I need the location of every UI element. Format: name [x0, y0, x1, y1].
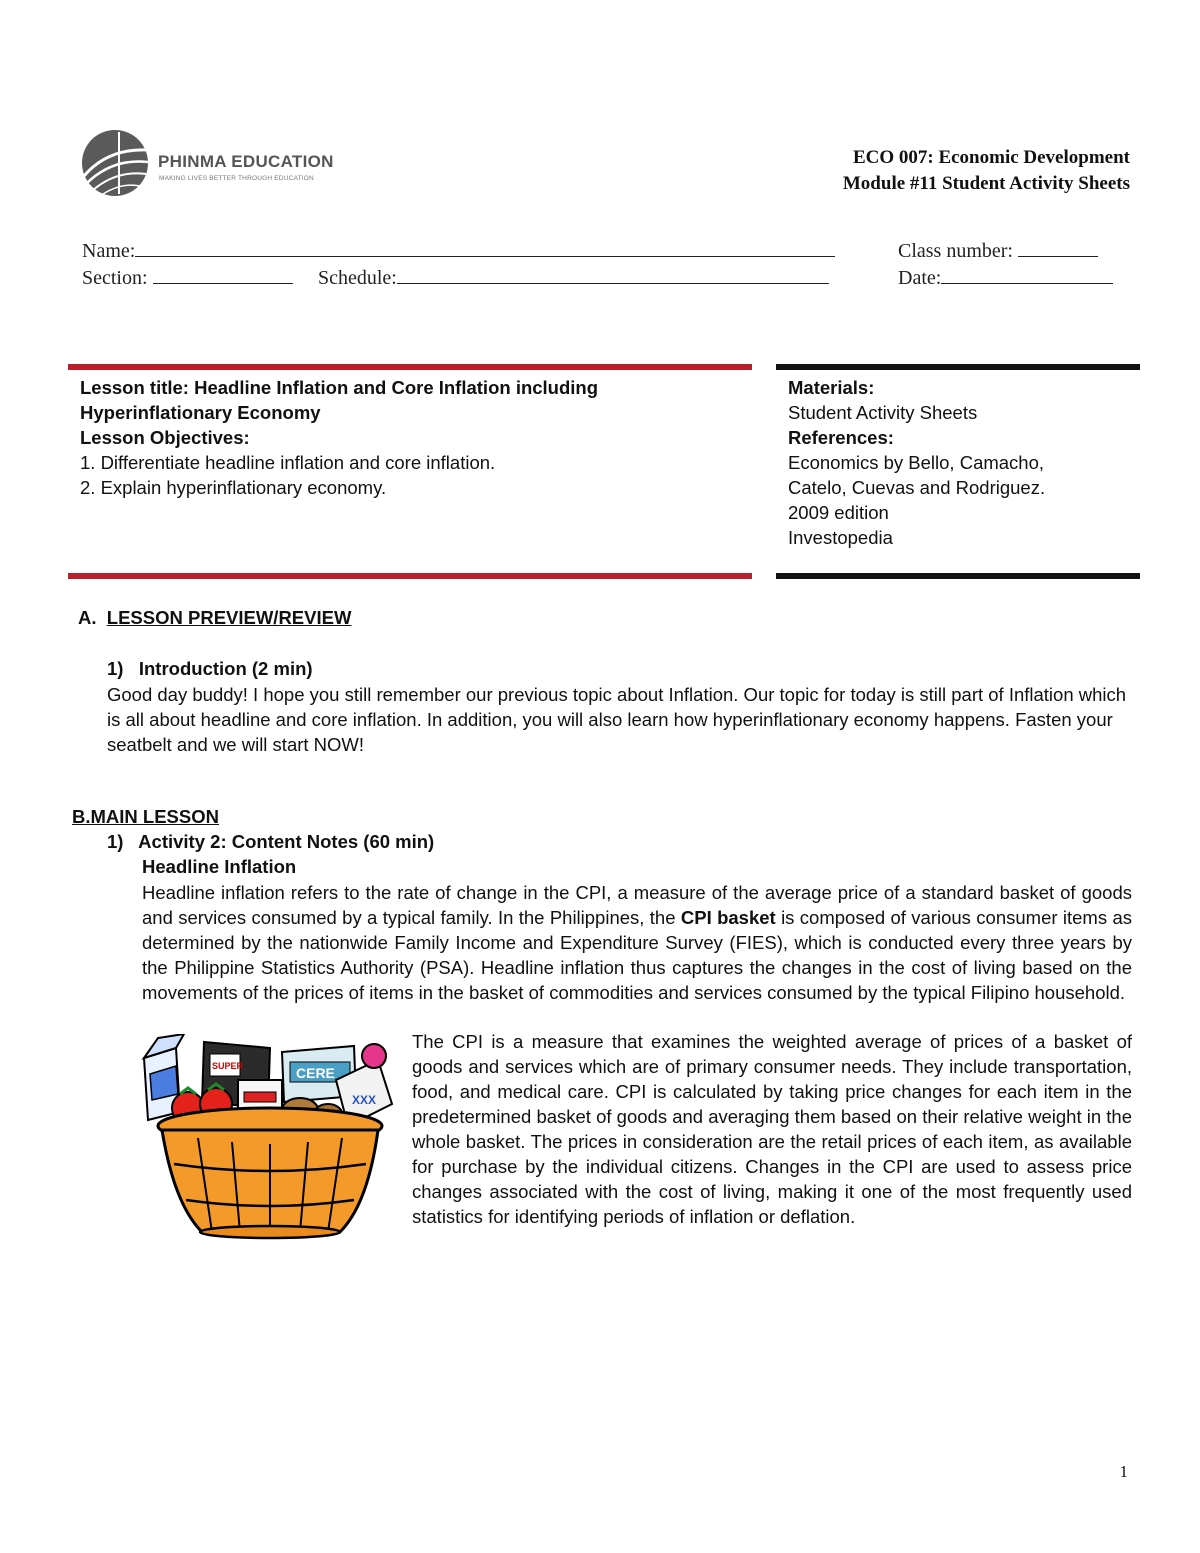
phinma-logo [78, 128, 334, 198]
objective-item: 2. Explain hyperinflationary economy. [80, 477, 387, 498]
top-red-rule [68, 364, 752, 370]
schedule-label: Schedule: [318, 267, 397, 289]
date-field[interactable] [898, 267, 1113, 290]
date-blank[interactable] [941, 282, 1113, 284]
cpi-basket-term: CPI basket [680, 907, 776, 928]
cereal-box-label: CERE [296, 1065, 335, 1081]
section-b-heading: B.MAIN LESSON [72, 806, 219, 827]
materials-label: Materials: [788, 377, 875, 398]
reference-line: Economics by Bello, Camacho, [788, 452, 1045, 473]
product-brand-label: SUPER [212, 1061, 244, 1071]
course-header [843, 145, 1130, 197]
introduction-text: Good day buddy! I hope you still remember our previous topic about Inflation. Our topic for today is still part of Inflation which is all about headline and core inflation. In addition, you will also learn how hyperinflationary economy happens. Fasten your seatbelt and we will start NOW! [107, 684, 1127, 755]
date-label: Date: [898, 267, 942, 289]
section-a-heading [78, 607, 351, 629]
activity-heading: 1) Activity 2: Content Notes (60 min) [107, 831, 435, 852]
references-label: References: [788, 427, 894, 448]
cpi-explanation-text: The CPI is a measure that examines the weighted average of prices of a basket of goods and services which are of primary consumer needs. They include transportation, food, and medical care. CPI is calculated by taking price changes for each item in the predetermined basket of goods and averaging them based on their relative weight in the whole basket. The prices in consideration are the retail prices of each item, as available for purchase by the individual citizens. Changes in the CPI are used to assess price changes associated with the cost of living, making it one of the most frequently used statistics for identifying periods of inflation or deflation. [412, 1031, 1132, 1227]
section-blank[interactable] [153, 282, 293, 284]
lesson-title [80, 375, 740, 425]
section-a-letter: A. [78, 607, 97, 628]
lesson-info [80, 375, 740, 500]
bag-label: XXX [352, 1093, 377, 1107]
name-blank[interactable] [135, 255, 835, 257]
headline-inflation-heading: Headline Inflation [142, 856, 297, 877]
schedule-field[interactable] [318, 267, 829, 290]
class-number-field[interactable] [898, 240, 1098, 263]
section-field[interactable] [82, 267, 293, 290]
grocery-basket-image [140, 1034, 398, 1242]
class-number-blank[interactable] [1018, 255, 1098, 257]
section-label: Section: [82, 267, 148, 289]
course-title: ECO 007: Economic Development [852, 147, 1130, 168]
reference-line: Catelo, Cuevas and Rodriguez. [788, 477, 1046, 498]
logo-name: PHINMA EDUCATION [158, 152, 334, 171]
reference-line: Investopedia [788, 527, 893, 548]
lesson-title-text: Headline Inflation and Core Inflation including Hyperinflationary Economy [80, 377, 599, 423]
section-a-title: LESSON PREVIEW/REVIEW [106, 607, 352, 628]
module-title: Module #11 Student Activity Sheets [842, 173, 1130, 194]
reference-line: 2009 edition [788, 502, 889, 523]
introduction-heading: 1) Introduction (2 min) [107, 658, 313, 679]
grocery-basket-icon [140, 1034, 398, 1242]
lesson-title-label: Lesson title: [80, 377, 189, 398]
objectives-label: Lesson Objectives: [80, 427, 250, 448]
headline-text-part: is composed of various consumer items as determined by the nationwide Family Income and Expenditure Survey (FIES), which is conducted every three years by the Philippine Statistics Authority (PSA). Headline inflation thus captures the changes in the cost of living based on the movements of the prices of items in the basket of commodities and services consumed by the typical Filipino household. [142, 907, 1132, 1003]
headline-inflation-text [142, 880, 1132, 1005]
logo-tagline: MAKING LIVES BETTER THROUGH EDUCATION [159, 175, 314, 182]
materials-text: Student Activity Sheets [788, 402, 978, 423]
objective-item: 1. Differentiate headline inflation and core inflation. [80, 452, 496, 473]
materials-info [788, 375, 1148, 550]
name-label: Name: [82, 240, 136, 262]
page-number: 1 [1119, 1462, 1128, 1481]
name-field[interactable] [82, 240, 835, 263]
top-black-rule [776, 364, 1140, 370]
headline-text-part: Headline inflation refers to the rate of change in the CPI, a measure of the average price of a standard basket of goods and services consumed by a typical family. In the Philippines, the [142, 882, 1132, 928]
bottom-red-rule [68, 573, 752, 579]
schedule-blank[interactable] [397, 282, 829, 284]
bottom-black-rule [776, 573, 1140, 579]
phinma-logo-icon [78, 128, 152, 198]
class-number-label: Class number: [898, 240, 1013, 262]
